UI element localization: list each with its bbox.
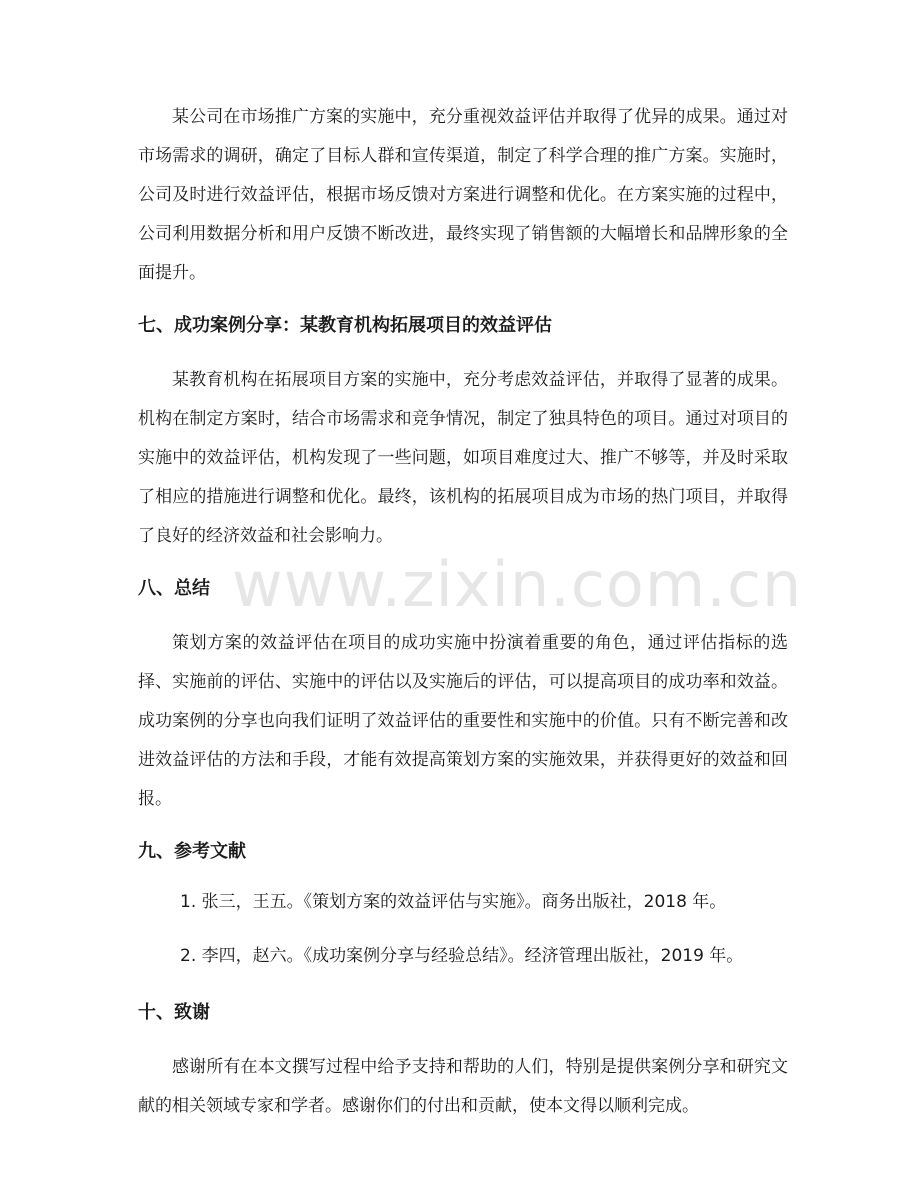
intro-paragraph: 某公司在市场推广方案的实施中，充分重视效益评估并取得了优异的成果。通过对市场需求的调研，确定了目标人群和宣传渠道，制定了科学合理的推广方案。实施时，公司及时进行效益评估，根据市场反馈对方案进行调整和优化。在方案实施的过程中，公司利用数据分析和用户反馈不断改进，最终实现了销售额的大幅增长和品牌形象的全面提升。 — [138, 107, 788, 283]
section-9-heading: 九、参考文献 — [138, 841, 246, 862]
section-8-heading: 八、总结 — [138, 578, 210, 599]
section-8-paragraph: 策划方案的效益评估在项目的成功实施中扮演着重要的角色，通过评估指标的选择、实施前的评估、实施中的评估以及实施后的评估，可以提高项目的成功率和效益。成功案例的分享也向我们证明了效益评估的重要性和实施中的价值。只有不断完善和改进效益评估的方法和手段，才能有效提高策划方案的实施效果，并获得更好的效益和回报。 — [138, 633, 788, 809]
watermark: www.zixin.com.cn — [232, 548, 803, 621]
reference-item: 1. 张三，王五。《策划方案的效益评估与实施》。商务出版社，2018 年。 — [180, 892, 727, 912]
reference-item: 2. 李四，赵六。《成功案例分享与经验总结》。经济管理出版社，2019 年。 — [180, 946, 744, 966]
section-10-heading: 十、致谢 — [138, 1002, 210, 1023]
section-10-paragraph: 感谢所有在本文撰写过程中给予支持和帮助的人们，特别是提供案例分享和研究文献的相关领域专家和学者。感谢你们的付出和贡献，使本文得以顺利完成。 — [138, 1057, 788, 1116]
reference-list — [138, 887, 788, 971]
section-7-paragraph: 某教育机构在拓展项目方案的实施中，充分考虑效益评估，并取得了显著的成果。机构在制定方案时，结合市场需求和竞争情况，制定了独具特色的项目。通过对项目的实施中的效益评估，机构发现了一些问题，如项目难度过大、推广不够等，并及时采取了相应的措施进行调整和优化。最终，该机构的拓展项目成为市场的热门项目，并取得了良好的经济效益和社会影响力。 — [138, 370, 788, 546]
document-body — [138, 98, 788, 1126]
section-7-heading: 七、成功案例分享：某教育机构拓展项目的效益评估 — [138, 315, 552, 336]
